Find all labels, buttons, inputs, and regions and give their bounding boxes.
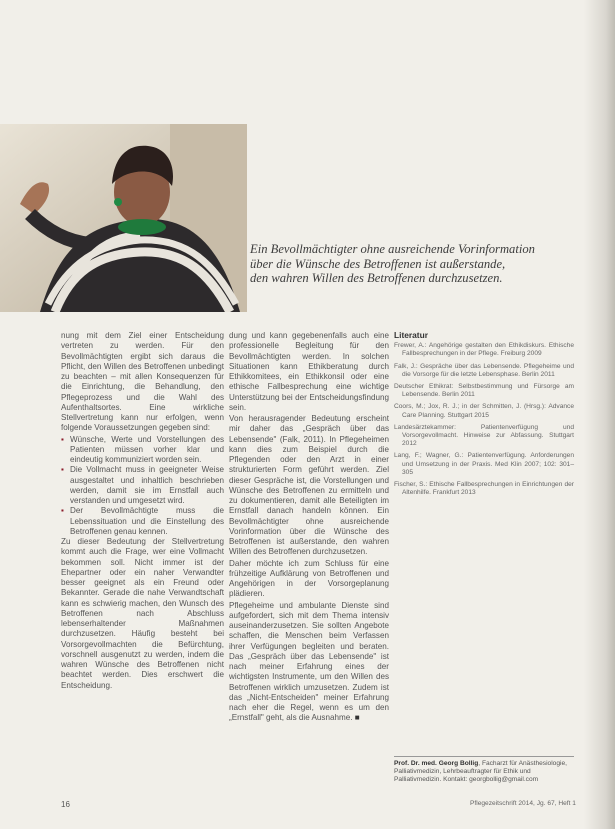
literature-item: Coors, M.; Jox, R. J.; in der Schmitten, J. (Hrsg.): Advance Care Planning. Stuttgart 2015 [394,403,574,419]
page-gutter-shadow [584,0,615,829]
article-column-2 [229,331,389,725]
bullet-item: ▪ Wünsche, Werte und Vorstellungen des Patienten müssen vorher klar und eindeutig kommuniziert worden sein. [61,435,224,466]
literature-item: Frewer, A.: Angehörige gestalten den Ethikdiskurs. Ethische Fallbesprechungen in der Pflege. Freiburg 2009 [394,342,574,358]
literature-item: Landesärztekammer: Patientenverfügung und Vorsorgevollmacht. Hinweise zur Abfassung. Stuttgart 2012 [394,423,574,448]
article-column-1 [61,331,224,692]
column2-paragraph-2: Von herausragender Bedeutung erscheint mir daher das „Gespräch über das Lebensende" (Falk, 2011). In Pflegeheimen kann dies zum Beispiel durch die Pflegenden oder den Arzt in einer strukturierten Form geführt werden. Ziel dieser Gespräche ist, die Vorstellungen und Wünsche des Betroffenen zu ermitteln und zu dokumentieren, damit alle Beteiligten im Ernstfall danach handeln können. Ein Bevollmächtigter ohne ausreichende Vorinformation über die Wünsche des Betroffenen ist außerstande, den wahren Willen des Betroffenen durchzusetzen. [229,414,389,557]
literature-column [394,331,574,501]
literature-item: Fischer, S.: Ethische Fallbesprechungen in Einrichtungen der Altenhilfe. Frankfurt 2013 [394,481,574,497]
column1-bullet-list [61,435,224,538]
journal-footer: Pflegezeitschrift 2014, Jg. 67, Heft 1 [470,800,576,807]
page-number: 16 [61,800,70,809]
column1-paragraph-2: Zu dieser Bedeutung der Stellvertretung kommt auch die Frage, wer eine Vollmacht bekommen soll. Nicht immer ist der Ehepartner oder ein naher Verwandter besser geeignet als ein Freund oder Bekannter. Gerade die nahe Verwandtschaft kann es schwierig machen, den Wunsch des Betroffenen nach Abschluss lebenserhaltender Maßnahmen durchzusetzen. Häufig besteht bei Vorsorgevollmachten die Befürchtung, vorschnell ausgenutzt zu werden, indem die wahren Wünsche des Betroffenen nicht beachtet werden. Dies erschwert die Entscheidung. [61,537,224,690]
column2-paragraph-4-text: Pflegeheime und ambulante Dienste sind aufgefordert, sich mit dem Thema intensiv auseinanderzusetzen. Sie sollten Angebote schaffen, die Menschen beim Verfassen ihrer Verfügungen begleiten und beraten. Das „Gespräch über das Lebensende" ist nach meiner Erfahrung eines der wichtigsten Instrumente, um den Willen des Betroffenen wirklich umzusetzen. Zudem ist das „Nicht-Entscheiden" meiner Erfahrung nach eher die Regel, wenn es um den „Ernstfall" geht, als die Ausnahme. [229,600,389,723]
author-bio: Facharzt für Anästhesiologie, Palliativmedizin, Lehrbeauftragter für Ethik und Palliativmedizin. Kontakt: georgbollig@gmail.com [394,760,567,784]
column2-paragraph-4 [229,601,389,724]
literature-item: Lang, F.; Wagner, G.: Patientenverfügung. Anforderungen und Umsetzung in der Praxis. Med Klin 2007; 102: 301–305 [394,452,574,476]
caption-line-1: Ein Bevollmächtigter ohne ausreichende Vorinformation [250,242,535,256]
literature-item: Deutscher Ethikrat: Selbstbestimmung und Fürsorge am Lebensende. Berlin 2011 [394,383,574,399]
column2-paragraph-1: dung und kann gegebenenfalls auch eine professionelle Begleitung für den Bevollmächtigten werden. In solchen Situationen kann Ethikberatung durch Ethikkomitees, ein Ethikkonsil oder eine ethische Fallbesprechung eine wichtige Unterstützung bei der Entscheidungsfindung sein. [229,331,389,412]
article-photo [0,124,247,312]
bullet-item: ▪ Der Bevollmächtigte muss die Lebenssituation und die Einstellung des Betroffenen genau kennen. [61,506,224,537]
bullet-item: ▪ Die Vollmacht muss in geeigneter Weise ausgestaltet und inhaltlich beschrieben werden, damit sie im Ernstfall auch verstanden und umgesetzt wird. [61,465,224,506]
caption-line-3: den wahren Willen des Betroffenen durchzusetzen. [250,271,503,286]
literature-item: Falk, J.: Gespräche über das Lebensende. Pflegeheime und die Vorsorge für die letzte Lebensphase. Berlin 2011 [394,362,574,378]
column1-paragraph-1: nung mit dem Ziel einer Entscheidung vertreten zu werden. Für den Bevollmächtigten ergibt sich daraus die Pflicht, den Willen des Betroffenen unbedingt zu beachten – mit allen Konsequenzen für die Einrichtung, die Behandlung, den Pflegeprozess und die Wahl des Aufenthaltsortes. Eine wirkliche Stellvertretung kann nur erfolgen, wenn folgende Voraussetzungen gegeben sind: [61,331,224,433]
photo-caption [250,242,580,286]
author-box: Prof. Dr. med. Georg Bollig, Facharzt für Anästhesiologie, Palliativmedizin, Lehrbeauftragter für Ethik und Palliativmedizin. Kontakt: georgbollig@gmail.com [394,756,574,785]
literature-heading: Literatur [394,330,428,340]
author-name: Prof. Dr. med. Georg Bollig [394,760,479,767]
column2-paragraph-3: Daher möchte ich zum Schluss für eine frühzeitige Aufklärung von Betroffenen und Angehörigen in der Vorsorgeplanung plädieren. [229,558,389,599]
caption-line-2: über die Wünsche des Betroffenen ist außerstande, [250,256,506,271]
end-mark: ■ [354,713,360,723]
